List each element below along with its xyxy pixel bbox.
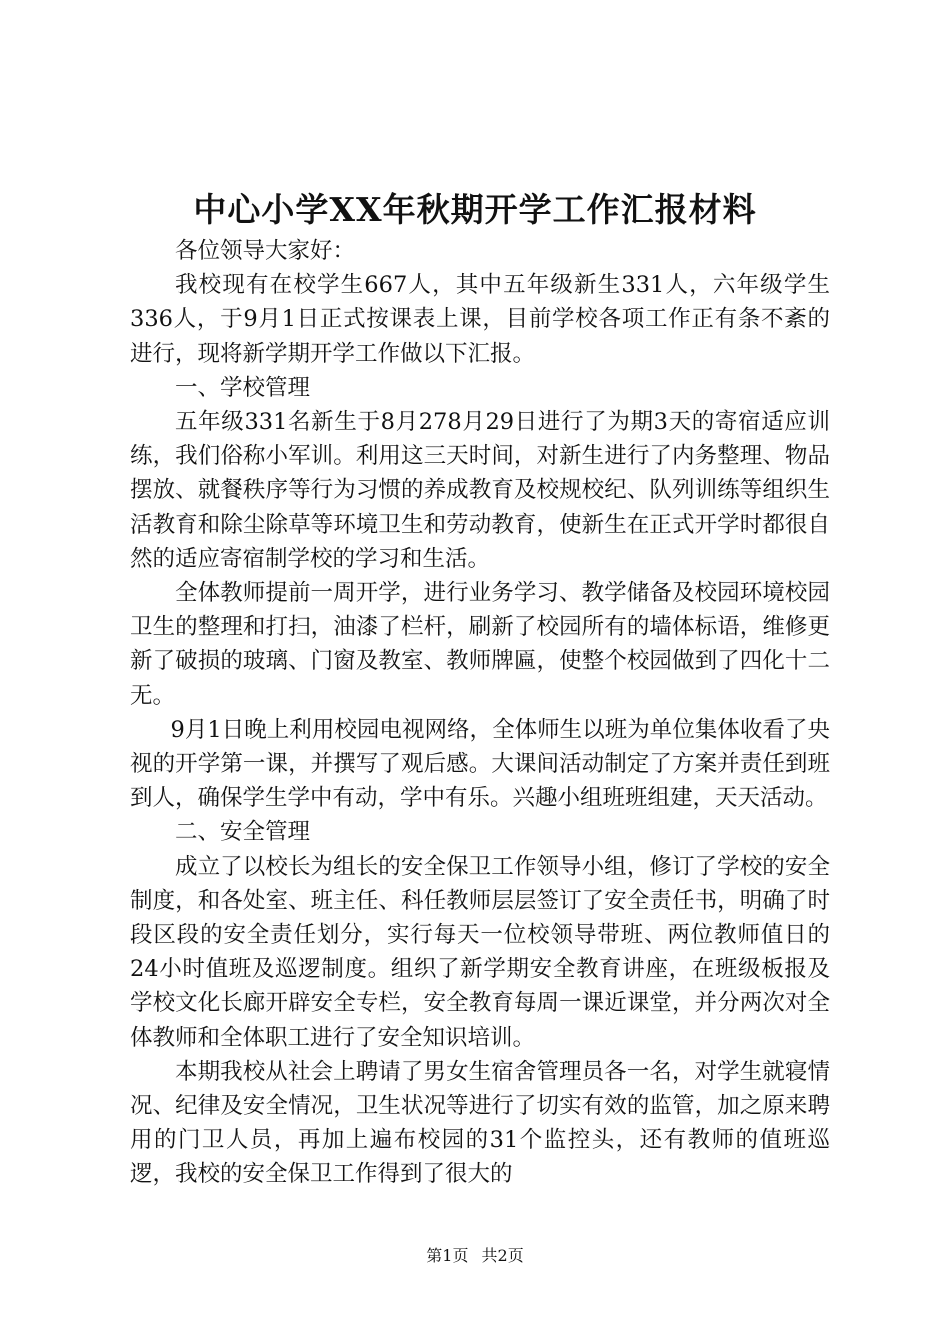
section-heading-school-management: 一、学校管理	[175, 374, 311, 401]
total-pages-label: 共2页	[481, 1246, 524, 1265]
body-paragraph: 本期我校从社会上聘请了男女生宿舍管理员各一名，对学生就寝情况、纪律及安全情况，卫生状况等进行了切实有效的监管，加之原来聘用的门卫人员，再加上遍布校园的31个监控头，还有教师的值班巡逻，我校的安全保卫工作得到了很大的	[130, 1058, 830, 1188]
current-page-label: 第1页	[426, 1246, 469, 1265]
document-title: 中心小学XX年秋期开学工作汇报材料	[193, 190, 757, 229]
body-paragraph: 五年级331名新生于8月278月29日进行了为期3天的寄宿适应训练，我们俗称小军训。利用这三天时间，对新生进行了内务整理、物品摆放、就餐秩序等行为习惯的养成教育及校规校纪、队列训练等组织生活教育和除尘除草等环境卫生和劳动教育，使新生在正式开学时都很自然的适应寄宿制学校的学习和生活。	[130, 409, 830, 572]
body-paragraph: 成立了以校长为组长的安全保卫工作领导小组，修订了学校的安全制度，和各处室、班主任、科任教师层层签订了安全责任书，明确了时段区段的安全责任划分，实行每天一位校领导带班、两位教师值日的24小时值班及巡逻制度。组织了新学期安全教育讲座，在班级板报及学校文化长廊开辟安全专栏，安全教育每周一课近课堂，并分两次对全体教师和全体职工进行了安全知识培训。	[130, 853, 830, 1051]
page-footer	[0, 1244, 950, 1268]
body-paragraph: 全体教师提前一周开学，进行业务学习、教学储备及校园环境校园卫生的整理和打扫，油漆了栏杆，刷新了校园所有的墙体标语，维修更新了破损的玻璃、门窗及教室、教师牌匾，使整个校园做到了四化十二无。	[130, 580, 830, 709]
section-heading-safety-management: 二、安全管理	[175, 819, 311, 846]
body-paragraph: 9月1日晚上利用校园电视网络，全体师生以班为单位集体收看了央视的开学第一课，并撰写了观后感。大课间活动制定了方案并责任到班到人，确保学生学中有动，学中有乐。兴趣小组班班组建，天天活动。	[130, 716, 830, 812]
greeting-paragraph: 各位领导大家好：	[175, 238, 356, 264]
intro-paragraph: 我校现有在校学生667人，其中五年级新生331人，六年级学生336人，于9月1日正式按课表上课，目前学校各项工作正有条不紊的进行，现将新学期开学工作做以下汇报。	[130, 272, 830, 367]
document-body	[130, 234, 830, 1192]
